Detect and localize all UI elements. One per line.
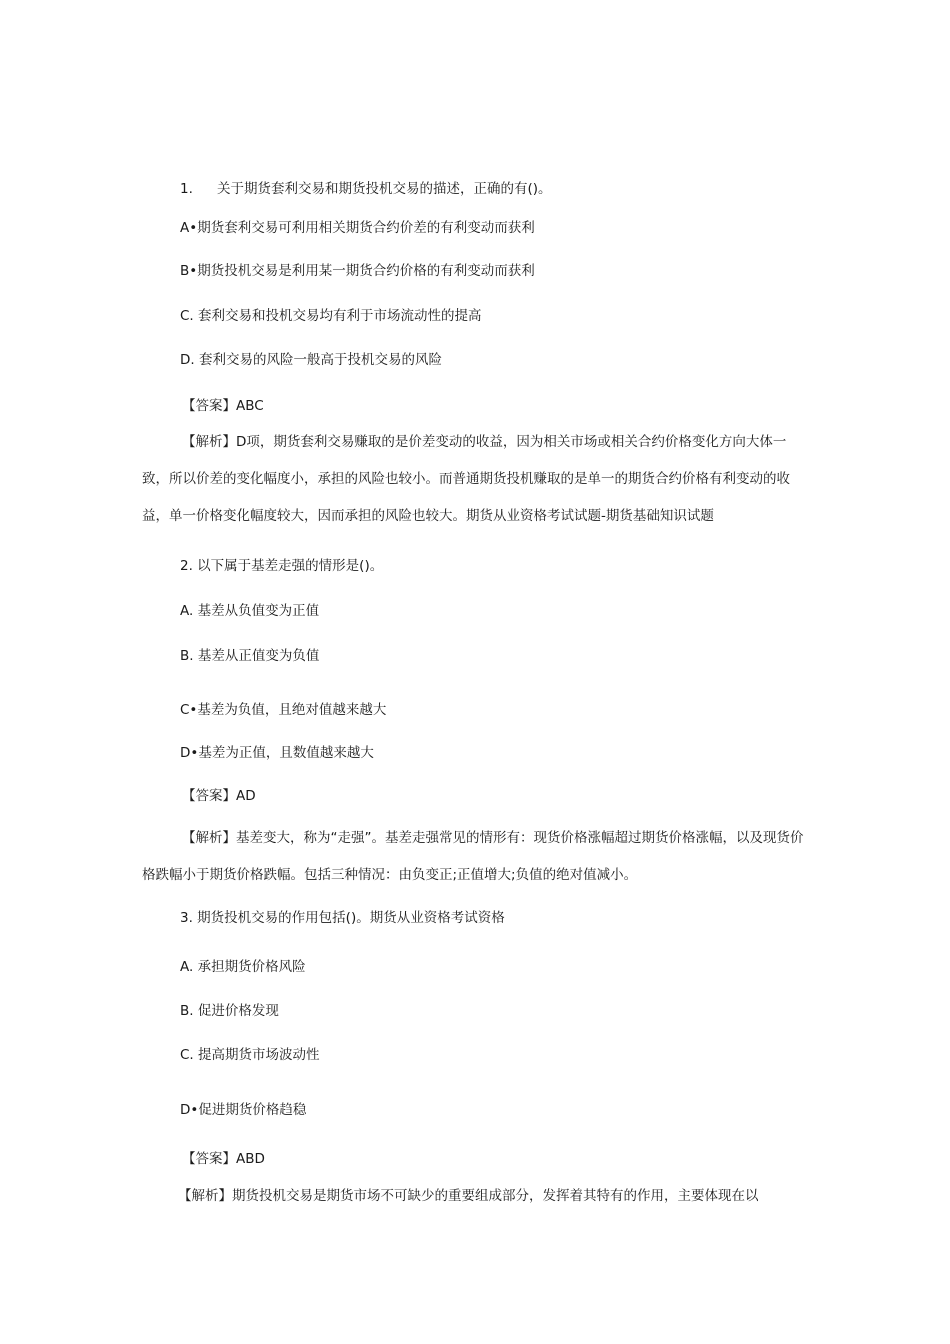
question-3-analysis: 【解析】期货投机交易是期货市场不可缺少的重要组成部分，发挥着其特有的作用，主要体现在以 bbox=[178, 1188, 759, 1204]
question-2-answer: 【答案】AD bbox=[182, 788, 256, 804]
question-1-option-c: C. 套利交易和投机交易均有利于市场流动性的提高 bbox=[180, 308, 482, 324]
question-3-answer: 【答案】ABD bbox=[182, 1151, 265, 1167]
question-2-option-d: D•基差为正值，且数值越来越大 bbox=[180, 745, 374, 761]
question-2-option-c: C•基差为负值，且绝对值越来越大 bbox=[180, 702, 387, 718]
question-3-option-b: B. 促进价格发现 bbox=[180, 1003, 279, 1019]
question-1-option-a: A•期货套利交易可利用相关期货合约价差的有利变动而获利 bbox=[180, 220, 535, 236]
question-2-stem: 2. 以下属于基差走强的情形是()。 bbox=[180, 558, 384, 574]
question-3-stem: 3. 期货投机交易的作用包括()。期货从业资格考试资格 bbox=[180, 910, 505, 926]
question-1-analysis: 【解析】D项，期货套利交易赚取的是价差变动的收益，因为相关市场或相关合约价格变化方向大体一致，所以价差的变化幅度小，承担的风险也较小。而普通期货投机赚取的是单一的期货合约价格有利变动的收益，单一价格变化幅度较大，因而承担的风险也较大。期货从业资格考试试题-期货基础知识试题 bbox=[142, 434, 790, 524]
question-3-option-c: C. 提高期货市场波动性 bbox=[180, 1047, 320, 1063]
question-1-text: 关于期货套利交易和期货投机交易的描述，正确的有()。 bbox=[217, 181, 552, 197]
question-1-option-b: B•期货投机交易是利用某一期货合约价格的有利变动而获利 bbox=[180, 263, 535, 279]
question-2-analysis: 【解析】基差变大，称为“走强”。基差走强常见的情形有：现货价格涨幅超过期货价格涨幅，以及现货价格跌幅小于期货价格跌幅。包括三种情况：由负变正;正值增大;负值的绝对值减小。 bbox=[142, 830, 804, 883]
question-3-option-a: A. 承担期货价格风险 bbox=[180, 959, 306, 975]
question-2-option-a: A. 基差从负值变为正值 bbox=[180, 603, 320, 619]
question-1-number: 1. bbox=[180, 181, 193, 197]
question-1-stem bbox=[180, 180, 552, 198]
question-3-option-d: D•促进期货价格趋稳 bbox=[180, 1102, 307, 1118]
question-1-answer: 【答案】ABC bbox=[182, 398, 264, 414]
question-1-option-d: D. 套利交易的风险一般高于投机交易的风险 bbox=[180, 352, 442, 368]
question-2-option-b: B. 基差从正值变为负值 bbox=[180, 648, 320, 664]
